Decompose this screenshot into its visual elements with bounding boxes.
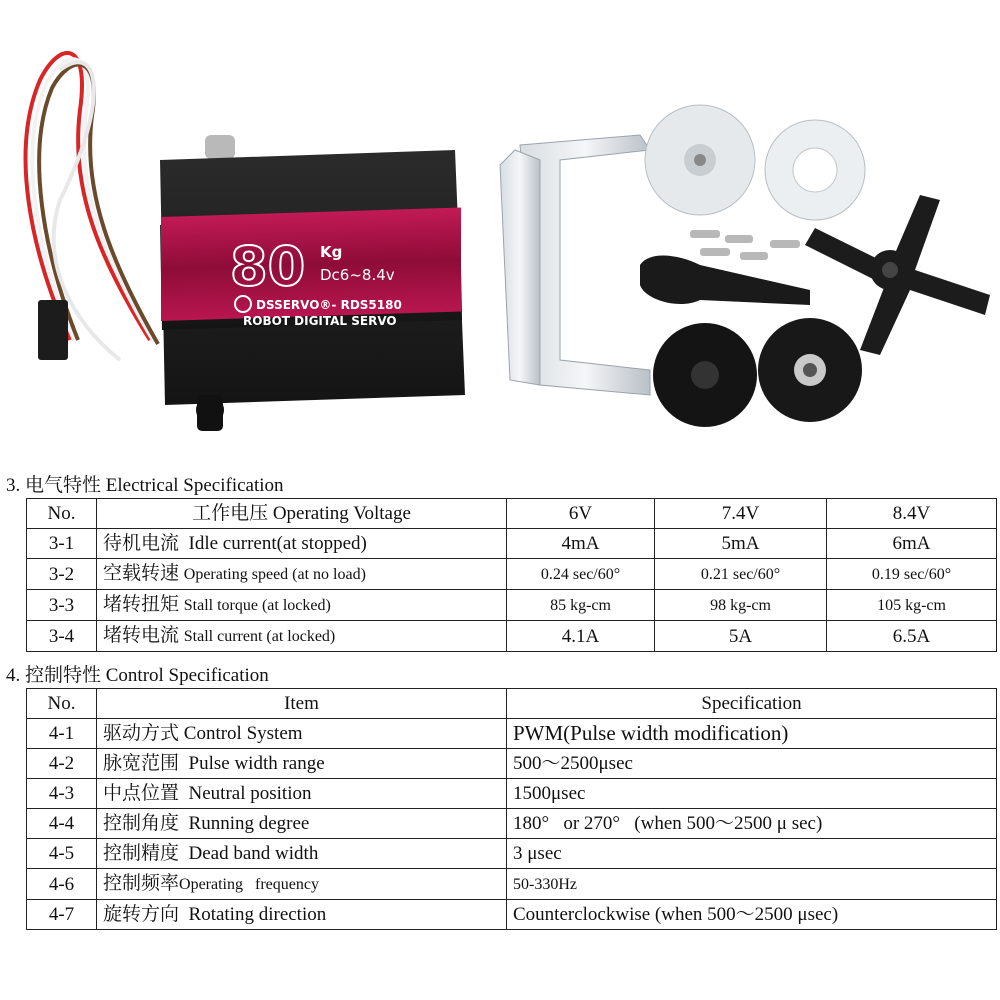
- row-no: 4-4: [27, 809, 97, 839]
- item-cn: 控制精度: [103, 843, 180, 864]
- row-item: [97, 621, 507, 652]
- table-row: [27, 809, 997, 839]
- item-en: Operating frequency: [179, 876, 319, 893]
- value-8v4: 6.5A: [827, 621, 997, 652]
- arm-horn: [640, 256, 810, 305]
- value-8v4: 6mA: [827, 529, 997, 559]
- u-bracket: [500, 135, 650, 395]
- item-cn: 控制频率: [103, 873, 180, 894]
- header-6v: 6V: [507, 499, 655, 529]
- item-cn: 中点位置: [103, 783, 180, 804]
- item-en: Control System: [183, 723, 303, 744]
- screws: [690, 230, 800, 260]
- product-subtitle: ROBOT DIGITAL SERVO: [243, 314, 397, 328]
- table-row: [27, 590, 997, 621]
- row-no: 3-3: [27, 590, 97, 621]
- item-cn: 空载转速: [103, 563, 180, 584]
- brand-model: DSSERVO®- RDS5180: [256, 298, 402, 312]
- value-6v: 85 kg-cm: [507, 590, 655, 621]
- row-spec: 180° or 270° (when 500～2500 μ sec): [507, 809, 997, 839]
- item-en: Pulse width range: [188, 753, 325, 774]
- row-spec: PWM(Pulse width modification): [507, 719, 997, 749]
- row-spec: 50-330Hz: [507, 869, 997, 900]
- item-cn: 旋转方向: [103, 904, 180, 925]
- row-no: 3-1: [27, 529, 97, 559]
- row-no: 4-7: [27, 900, 97, 930]
- row-spec: Counterclockwise (when 500～2500 μsec): [507, 900, 997, 930]
- table-header-row: [27, 499, 997, 529]
- table-row: [27, 719, 997, 749]
- header-item: Item: [97, 689, 507, 719]
- row-no: 4-3: [27, 779, 97, 809]
- row-item: [97, 900, 507, 930]
- table-header-row: [27, 689, 997, 719]
- row-no: 4-5: [27, 839, 97, 869]
- row-item: [97, 839, 507, 869]
- value-8v4: 105 kg-cm: [827, 590, 997, 621]
- row-item: [97, 809, 507, 839]
- rating-value: 80: [230, 235, 306, 298]
- table-row: [27, 869, 997, 900]
- row-item: [97, 779, 507, 809]
- item-cn: 脉宽范围: [103, 753, 180, 774]
- black-horn-disc-2: [758, 318, 862, 422]
- item-en: Stall current (at locked): [183, 628, 336, 645]
- item-cn: 堵转扭矩: [103, 594, 180, 615]
- connector-plug: [38, 300, 68, 360]
- row-item: [97, 559, 507, 590]
- electrical-table: [26, 498, 997, 652]
- item-en: Stall torque (at locked): [183, 597, 331, 614]
- item-en: Idle current(at stopped): [188, 533, 367, 554]
- item-cn: 待机电流: [103, 533, 180, 554]
- row-no: 3-4: [27, 621, 97, 652]
- row-item: [97, 719, 507, 749]
- control-table: [26, 688, 997, 930]
- row-no: 3-2: [27, 559, 97, 590]
- control-heading: 4. 控制特性 Control Specification: [6, 665, 269, 686]
- value-7v4: 5mA: [655, 529, 827, 559]
- value-7v4: 98 kg-cm: [655, 590, 827, 621]
- electrical-heading: 3. 电气特性 Electrical Specification: [6, 475, 284, 496]
- item-en: Operating speed (at no load): [183, 566, 366, 583]
- row-no: 4-6: [27, 869, 97, 900]
- table-row: [27, 559, 997, 590]
- value-6v: 4mA: [507, 529, 655, 559]
- servo-motor: [160, 135, 465, 431]
- header-specification: Specification: [507, 689, 997, 719]
- row-item: [97, 869, 507, 900]
- table-row: [27, 779, 997, 809]
- item-en: Rotating direction: [188, 904, 327, 925]
- header-voltage: 工作电压 Operating Voltage: [97, 499, 507, 529]
- item-cn: 驱动方式: [103, 723, 180, 744]
- row-spec: 3 μsec: [507, 839, 997, 869]
- row-spec: 1500μsec: [507, 779, 997, 809]
- row-item: [97, 590, 507, 621]
- item-en: Neutral position: [188, 783, 312, 804]
- row-no: 4-2: [27, 749, 97, 779]
- header-no: No.: [27, 689, 97, 719]
- value-6v: 0.24 sec/60°: [507, 559, 655, 590]
- value-8v4: 0.19 sec/60°: [827, 559, 997, 590]
- item-cn: 堵转电流: [103, 625, 180, 646]
- header-7v4: 7.4V: [655, 499, 827, 529]
- table-row: [27, 621, 997, 652]
- header-8v4: 8.4V: [827, 499, 997, 529]
- table-row: [27, 839, 997, 869]
- table-row: [27, 749, 997, 779]
- table-row: [27, 529, 997, 559]
- header-no: No.: [27, 499, 97, 529]
- metal-horn-disc-1: [645, 105, 755, 215]
- voltage-range: Dc6~8.4v: [320, 266, 395, 284]
- rating-unit: Kg: [320, 243, 343, 261]
- row-item: [97, 529, 507, 559]
- product-photo: [0, 0, 1000, 460]
- value-7v4: 5A: [655, 621, 827, 652]
- value-7v4: 0.21 sec/60°: [655, 559, 827, 590]
- metal-horn-disc-2: [765, 120, 865, 220]
- row-item: [97, 749, 507, 779]
- item-en: Dead band width: [188, 843, 319, 864]
- item-cn: 控制角度: [103, 813, 180, 834]
- item-en: Running degree: [188, 813, 310, 834]
- value-6v: 4.1A: [507, 621, 655, 652]
- row-spec: 500～2500μsec: [507, 749, 997, 779]
- table-row: [27, 900, 997, 930]
- row-no: 4-1: [27, 719, 97, 749]
